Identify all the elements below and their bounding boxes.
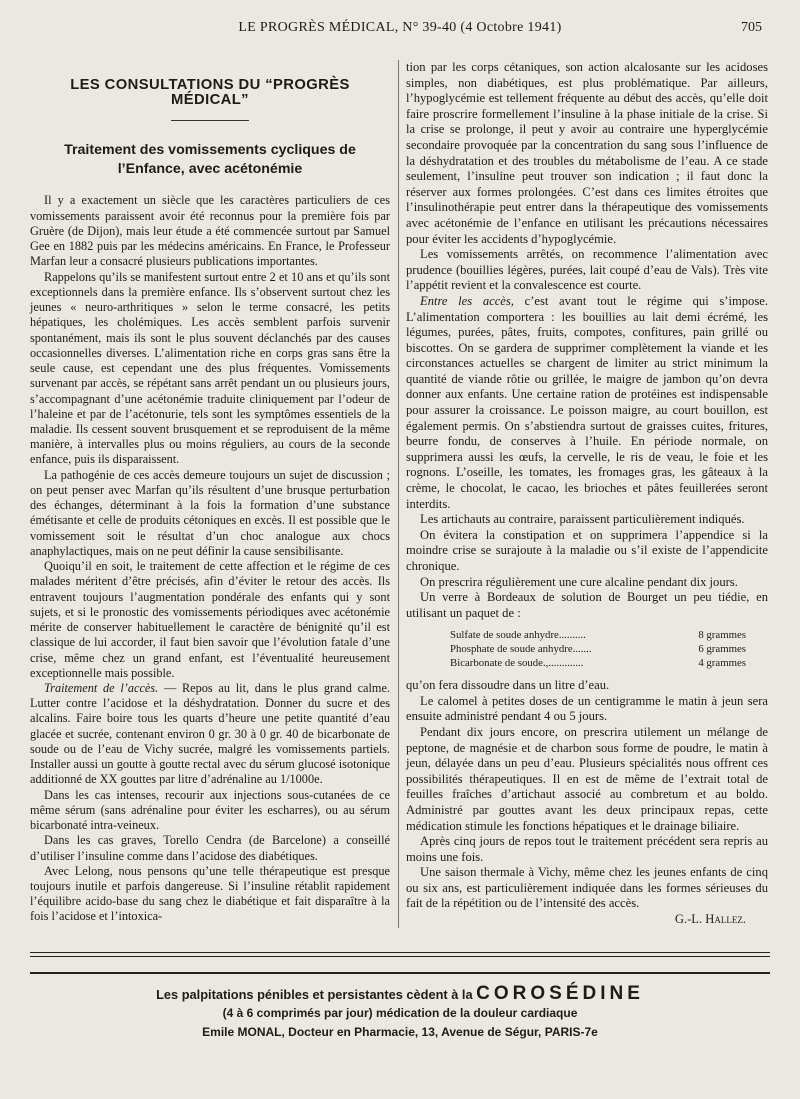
paragraph: Après cinq jours de repos tout le traitement précédent sera repris au moins une fois. xyxy=(406,834,768,864)
recipe-item xyxy=(450,657,746,671)
ad-line-2: (4 à 6 comprimés par jour) médication de la douleur cardiaque xyxy=(222,1006,578,1020)
paragraph: Dans les cas intenses, recourir aux injections sous-cutanées de ce même sérum (sans adrénaline pour éviter les escharres), ou au sérum bicarbonaté intra-veineux. xyxy=(30,787,390,833)
footer-rule xyxy=(30,972,770,974)
footer-rule xyxy=(30,956,770,957)
column-divider xyxy=(398,60,399,928)
advertisement xyxy=(30,984,770,1042)
page-header xyxy=(30,20,770,44)
ingredient-name: Bicarbonate de soude.,............. xyxy=(450,656,584,669)
paragraph: La pathogénie de ces accès demeure toujours un sujet de discussion ; on peut penser avec Marfan qu’ils résultent d’une brusque perturbation des échanges, déterminant à la fois la formation d’une substance émétisante et celle de produits cétoniques en excès. Il est possible que le vomissement soit le résultat d’un choc analogue aux chocs anaphylactiques, mais on ne peut définir la cause sensibilisante. xyxy=(30,467,390,558)
ingredient-dose: 8 grammes xyxy=(698,629,746,642)
paragraph: Un verre à Bordeaux de solution de Bourget un peu tiédie, en utilisant un paquet de : xyxy=(406,590,768,620)
between-paragraph xyxy=(406,294,768,512)
paragraph: Les artichauts au contraire, paraissent particulièrement indiqués. xyxy=(420,512,745,527)
series-title: LES CONSULTATIONS DU “PROGRÈS MÉDICAL” xyxy=(70,77,350,109)
paragraph: Dans les cas graves, Torello Cendra (de Barcelone) a conseillé d’utiliser l’insuline comme dans l’acidose des diabétiques. xyxy=(30,833,390,863)
right-column xyxy=(406,60,768,928)
running-title: LE PROGRÈS MÉDICAL, N° 39-40 (4 Octobre 1941) xyxy=(238,20,562,35)
treatment-text: — Repos au lit, dans le plus grand calme. Lutter contre l’acidose et la déshydratation. Donner du sucre et des alcalins. Faire boire tous les quarts d’heure une petite quantité d’eau glacée et sucrée, contenant environ 0 gr. 30 à 0 gr. 40 de bicarbonate de soude ou de l’eau de Vichy sucrée, malgré les vomissements partiels. Installer aussi un goutte à goutte rectal avec du sérum glucosé isotonique additionné de XX gouttes par litre d’adrénaline au 1/1000e. xyxy=(30,680,391,787)
ad-line-1 xyxy=(30,984,770,1004)
treatment-paragraph xyxy=(30,681,390,788)
paragraph: Avec Lelong, nous pensons qu’une telle thérapeutique est presque toujours inutile et parfois dangereuse. Si l’insuline rétablit rapidement l’équilibre acido-base du sang chez le diabétique et fait disparaître à la fois l’acidose et l’intoxica- xyxy=(30,863,390,924)
paragraph: Une saison thermale à Vichy, même chez les jeunes enfants de cinq ou six ans, est particulièrement indiquée dans les formes sérieuses du fait de la répétition ou de l’intensité des accès. xyxy=(406,865,768,911)
paragraph: On évitera la constipation et on supprimera l’appendice si la moindre crise se surajoute à la maladie ou s’il existe de l’appendicite chronique. xyxy=(406,527,768,573)
left-column xyxy=(30,60,390,925)
paragraph: Pendant dix jours encore, on prescrira utilement un mélange de peptone, de magnésie et de charbon sous forme de poudre, le matin à jeun, délayée dans un peu d’eau. Plusieurs spécialités nous offrent ces possibilités thérapeutiques. Il en est de même de l’extrait total de feuilles fraîches d’artichaut associé au combretum et au boldo. Administré par gouttes avant les deux principaux repas, cette médication stimule les fonctions hépatiques et le drainage biliaire. xyxy=(406,724,768,833)
paragraph: tion par les corps cétaniques, son action alcalosante sur les acidoses simples, non diabétiques, est plus problématique. Par ailleurs, l’hypoglycémie est tellement fréquente au début des accès, qu’elle doit faire proscrire formellement l’insuline à la phase initiale de la crise. Si la crise se prolonge, il peut y avoir au contraire une hyperglycémie secondaire provoquée par la concentration du sang sous l’influence de la déshydratation et des troubles du métabolisme de l’eau. A ce stade seulement, l’insuline peut trouver son indication ; il faut donc la réserver aux formes prolongées. C’est dans ces limites étroites que l’insulinothérapie peut entrer dans la thérapeutique des vomissements avec acétonémie de l’enfance en utilisant les précautions nécessaires pour éviter les accidents d’hypoglycémie. xyxy=(406,60,768,246)
ad-line-3: Emile MONAL, Docteur en Pharmacie, 13, Avenue de Ségur, PARIS-7e xyxy=(202,1025,598,1039)
recipe-item xyxy=(450,643,746,657)
between-lead: Entre les accès, xyxy=(420,293,514,308)
paragraph: Le calomel à petites doses de un centigramme le matin à jeun sera ensuite administré pendant 4 ou 5 jours. xyxy=(406,693,768,724)
ingredient-name: Phosphate de soude anhydre....... xyxy=(450,642,592,655)
treatment-lead: Traitement de l’accès. xyxy=(44,680,159,695)
ingredient-dose: 4 grammes xyxy=(698,656,746,669)
paragraph: Il y a exactement un siècle que les caractères particuliers de ces vomissements paraissent avoir été reconnus pour la première fois par Gruère (de Dijon), mais leur étude a été commencée surtout par Samuel Gee en 1882 puis par les médecins américains. En France, le Professeur Marfan leur a consacré plusieurs publications importantes. xyxy=(30,193,390,269)
paragraph: Les vomissements arrêtés, on recommence l’alimentation avec prudence (bouillies légères, purées, lait coupé d’eau de Vals). Très vite l’appétit revient et la convalescence est courte. xyxy=(406,247,768,293)
ad-line-1-text: Les palpitations pénibles et persistantes cèdent à la xyxy=(156,987,473,1002)
recipe-list xyxy=(450,629,768,670)
recipe-item xyxy=(450,629,746,643)
paragraph: On prescrira régulièrement une cure alcaline pendant dix jours. xyxy=(420,574,738,589)
ingredient-name: Sulfate de soude anhydre.......... xyxy=(450,629,586,642)
title-divider xyxy=(171,120,249,121)
page-number: 705 xyxy=(741,20,762,35)
paragraph: qu’on fera dissoudre dans un litre d’eau. xyxy=(406,678,610,693)
ad-brand: COROSÉDINE xyxy=(476,983,644,1004)
footer-rule xyxy=(30,952,770,953)
paragraph: Rappelons qu’ils se manifestent surtout entre 2 et 10 ans et qu’ils sont exceptionnels dans la première enfance. Ils s’observent surtout chez les jeunes « neuro-arthritiques » selon le terme consacré, les petits hépatiques, les cholémiques. Les accès semblent parfois survenir spontanément, mais ils sont le plus souvent déclanchés par des causes occasionnelles diverses. L’alimentation riche en corps gras sans être la seule cause, est cependant une des plus fréquentes. Vomissements survenant par accès, se répétant sans arrêt pendant un ou plusieurs jours, s’accompagnant d’une acétonémie traduite cliniquement par l’odeur de l’haleine et par de l’acétonurie, tels sont les symptômes essentiels de la maladie. Ils cessent souvent brusquement et se reproduisent de la même manière, à intervalles plus ou moins réguliers, au cours de la seconde enfance, puis ils disparaissent. xyxy=(30,269,390,467)
ingredient-dose: 6 grammes xyxy=(698,642,746,655)
between-text: c’est avant tout le régime qui s’impose. L’alimentation comportera : les bouillies au lait demi écrémé, les légumes, purées, pâtes, fruits, compotes, confitures, pain grillé ou biscottes. On se gardera de supprimer complètement la viande et les circonstances actuelles se chargent de limiter au strict minimum la quantité de viande rôtie ou grillée, le maigre de jambon qu’on devra donner aux enfants. Une certaine ration de protéines est indispensable pour assurer la croissance. Le poisson maigre, au court bouillon, est également permis. On s’abstiendra surtout de graisses cuites, fritures, beurre fondu, de conserves à l’huile. En période normale, on supprimera aussi les œufs, la cervelle, le ris de veau, le foie et les rognons. L’oseille, les tomates, les fromages gras, les gâteaux à la crème, le chocolat, le cacao, les brioches et pâtes feuillerées seront interdits. xyxy=(406,293,768,511)
author-signature: G.-L. Hallez. xyxy=(674,912,746,927)
paragraph: Quoiqu’il en soit, le traitement de cette affection et le régime de ces malades méritent d’être précisés, afin d’éviter le retour des accès. Ils entravent toujours l’augmentation pondérale des enfants qui y sont sujets, et si le pronostic des vomissements périodiques avec acétonémie mérite de conserver habituellement le caractère de bénignité qu’il est classique de lui accorder, il faut bien savoir que l’évolution fatale d’une crise, même chez un grand enfant, est l’éventualité heureusement exceptionnelle mais possible. xyxy=(30,559,390,680)
article-title: Traitement des vomissements cycliques de l’Enfance, avec acétonémie xyxy=(64,142,356,178)
